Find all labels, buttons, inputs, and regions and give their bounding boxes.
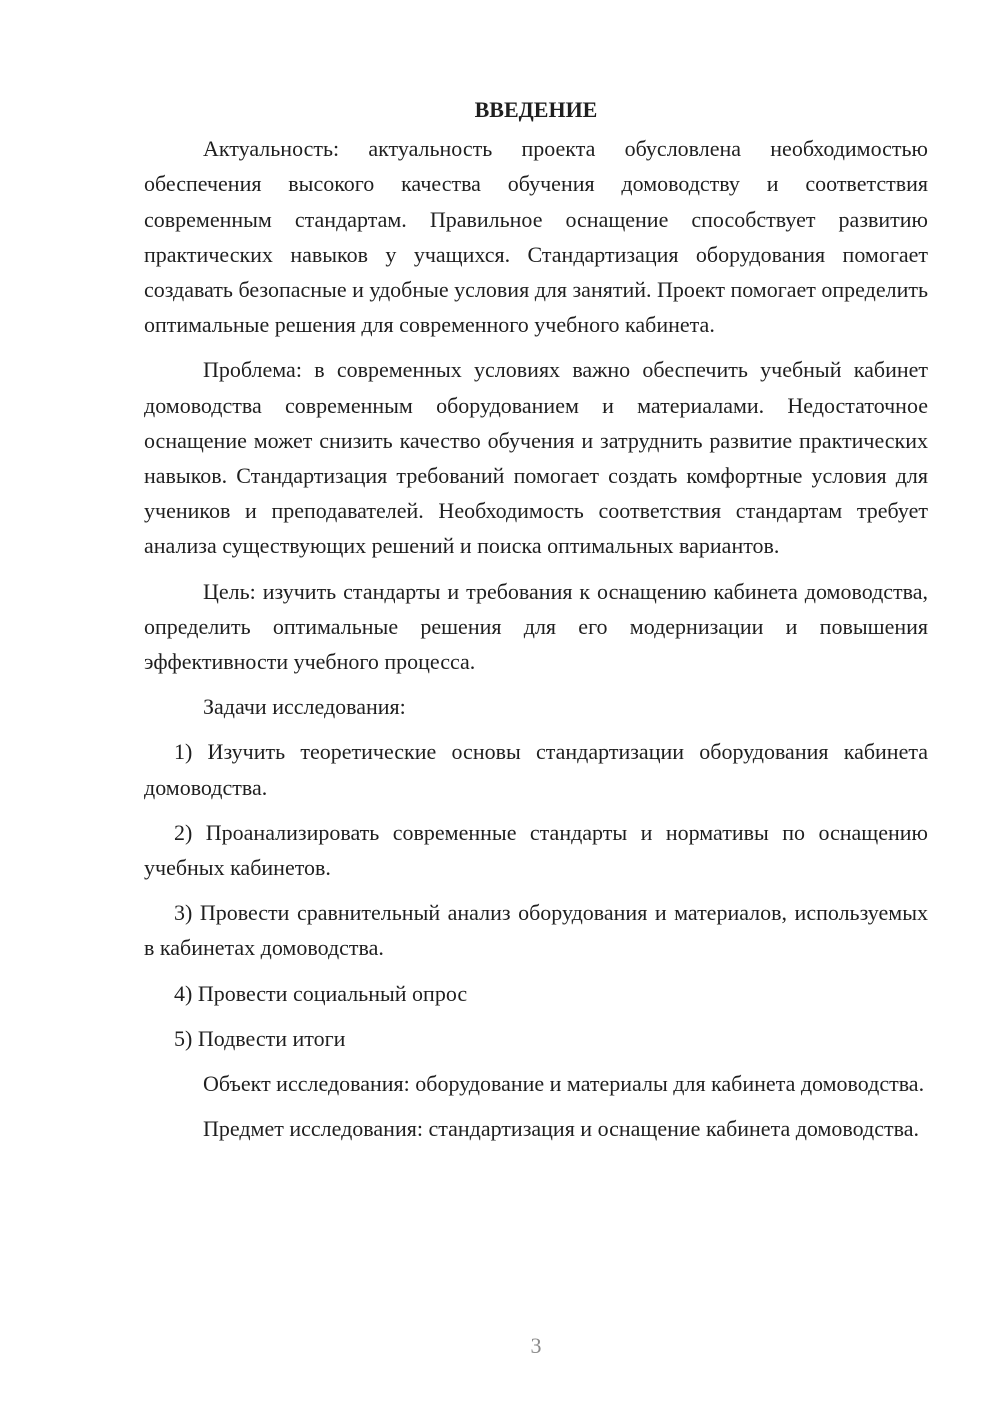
relevance-paragraph: Актуальность: актуальность проекта обусловлена необходимостью обеспечения высокого качества обучения домоводству и соответствия современным стандартам. Правильное оснащение способствует развитию практических навыков у учащихся. Стандартизация оборудования помогает создавать безопасные и удобные условия для занятий. Проект помогает определить оптимальные решения для современного учебного кабинета.: [144, 136, 928, 338]
task-item-1: 1) Изучить теоретические основы стандартизации оборудования кабинета домоводства.: [144, 739, 928, 800]
problem-paragraph: Проблема: в современных условиях важно обеспечить учебный кабинет домоводства современным оборудованием и материалами. Недостаточное оснащение может снизить качество обучения и затруднить развитие практических навыков. Стандартизация требований помогает создать комфортные условия для учеников и преподавателей. Необходимость соответствия стандартам требует анализа существующих решений и поиска оптимальных вариантов.: [144, 357, 928, 559]
tasks-title: Задачи исследования:: [203, 694, 406, 720]
subject-paragraph: Предмет исследования: стандартизация и оснащение кабинета домоводства.: [203, 1116, 919, 1142]
task-item-5: 5) Подвести итоги: [174, 1025, 346, 1051]
section-heading: ВВЕДЕНИЕ: [474, 97, 598, 122]
page-content: [144, 92, 928, 1156]
task-item-3: 3) Провести сравнительный анализ оборудования и материалов, используемых в кабинетах домоводства.: [144, 900, 928, 961]
task-item-4: 4) Провести социальный опрос: [174, 980, 468, 1006]
goal-paragraph: Цель: изучить стандарты и требования к оснащению кабинета домоводства, определить оптимальные решения для его модернизации и повышения эффективности учебного процесса.: [144, 578, 928, 675]
task-item-2: 2) Проанализировать современные стандарты и нормативы по оснащению учебных кабинетов.: [144, 819, 928, 881]
object-paragraph: Объект исследования: оборудование и материалы для кабинета домоводства.: [203, 1071, 925, 1097]
page-number: 3: [530, 1333, 542, 1358]
